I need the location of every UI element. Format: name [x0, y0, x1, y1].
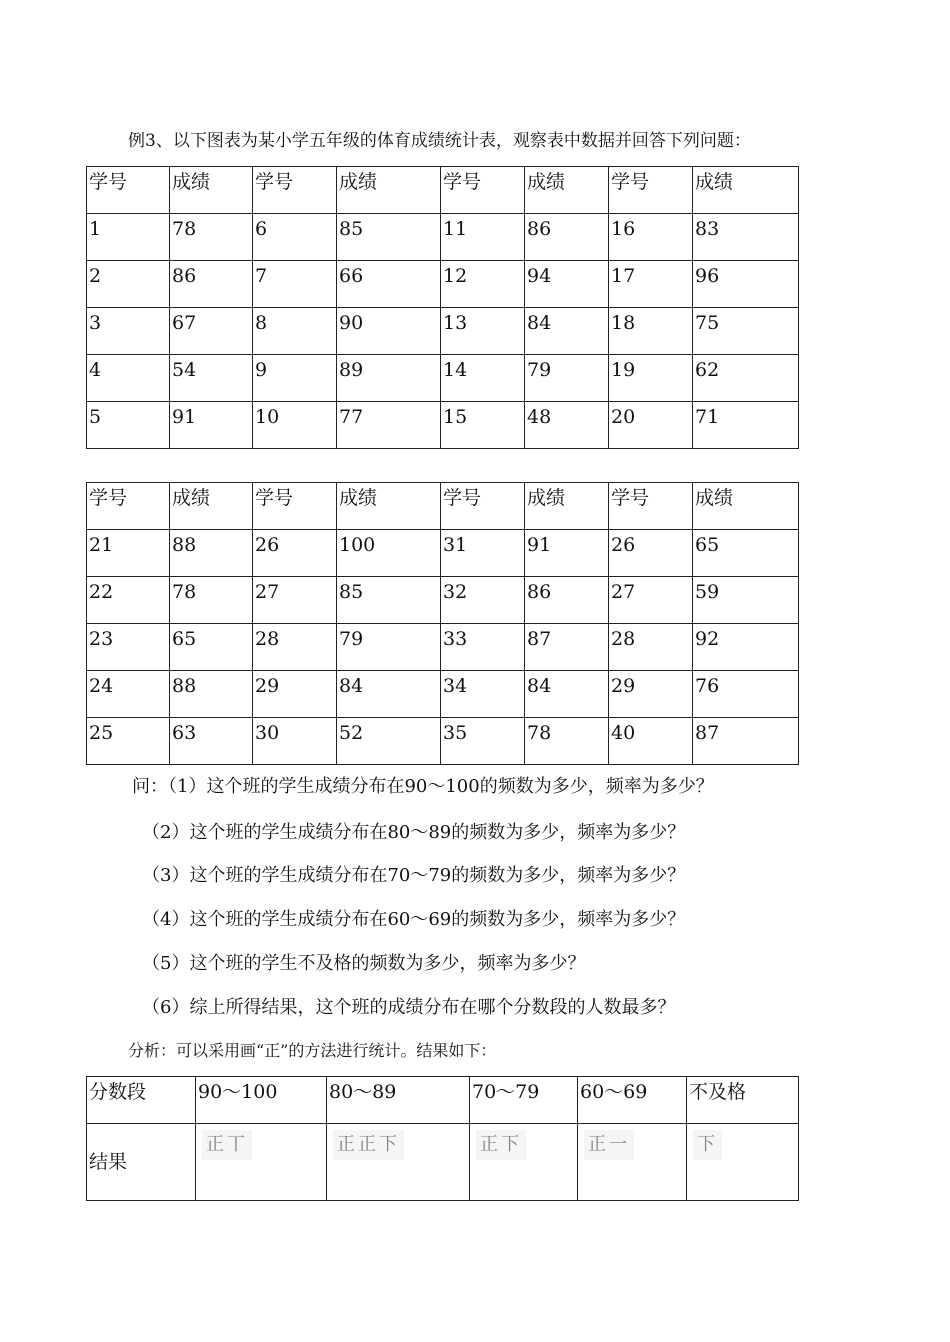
table-cell: 2 — [87, 261, 170, 308]
table-cell: 89 — [337, 355, 441, 402]
table-cell: 28 — [253, 624, 337, 671]
score-range-label: 分数段 — [87, 1077, 196, 1124]
tally-cell — [196, 1124, 327, 1201]
question-2: （2）这个班的学生成绩分布在80～89的频数为多少，频率为多少？ — [142, 822, 686, 843]
header-cell: 学号 — [253, 483, 337, 530]
table-cell: 86 — [525, 577, 609, 624]
table-cell: 29 — [253, 671, 337, 718]
table-header-row — [87, 483, 799, 530]
table-cell: 27 — [253, 577, 337, 624]
table-cell: 65 — [693, 530, 799, 577]
table-cell: 66 — [337, 261, 441, 308]
table-cell: 84 — [337, 671, 441, 718]
table-cell: 27 — [609, 577, 693, 624]
table-cell: 26 — [609, 530, 693, 577]
table-cell: 22 — [87, 577, 170, 624]
tally-cell — [470, 1124, 578, 1201]
table-cell: 20 — [609, 402, 693, 449]
question-3: （3）这个班的学生成绩分布在70～79的频数为多少，频率为多少？ — [142, 865, 686, 886]
header-cell: 成绩 — [525, 167, 609, 214]
header-cell: 成绩 — [170, 483, 253, 530]
table-cell: 25 — [87, 718, 170, 765]
table-cell: 79 — [525, 355, 609, 402]
tally-result-table — [86, 1076, 799, 1201]
table-cell: 94 — [525, 261, 609, 308]
table-cell: 62 — [693, 355, 799, 402]
tally-90-100: 正丅 — [202, 1130, 252, 1160]
table-row — [87, 530, 799, 577]
intro-text: 例3、以下图表为某小学五年级的体育成绩统计表，观察表中数据并回答下列问题： — [128, 131, 751, 151]
table-cell: 5 — [87, 402, 170, 449]
table-header-row — [87, 1077, 799, 1124]
table-row — [87, 1124, 799, 1201]
table-cell: 21 — [87, 530, 170, 577]
analysis-text: 分析：可以采用画“正”的方法进行统计。结果如下： — [128, 1041, 497, 1060]
table-cell: 85 — [337, 214, 441, 261]
tally-fail: 下 — [693, 1130, 722, 1160]
table-cell: 92 — [693, 624, 799, 671]
table-cell: 18 — [609, 308, 693, 355]
question-1: 问：（1）这个班的学生成绩分布在90～100的频数为多少，频率为多少？ — [132, 776, 714, 797]
question-5: （5）这个班的学生不及格的频数为多少，频率为多少？ — [142, 953, 586, 974]
tally-cell — [327, 1124, 470, 1201]
table-row — [87, 308, 799, 355]
range-fail: 不及格 — [687, 1077, 799, 1124]
range-70-79: 70～79 — [470, 1077, 578, 1124]
header-cell: 学号 — [609, 167, 693, 214]
table-cell: 71 — [693, 402, 799, 449]
table-cell: 78 — [170, 577, 253, 624]
table-cell: 84 — [525, 308, 609, 355]
table-cell: 17 — [609, 261, 693, 308]
table-row — [87, 402, 799, 449]
range-60-69: 60～69 — [578, 1077, 687, 1124]
table-cell: 91 — [525, 530, 609, 577]
header-cell: 成绩 — [693, 483, 799, 530]
table-cell: 10 — [253, 402, 337, 449]
header-cell: 学号 — [609, 483, 693, 530]
table-cell: 84 — [525, 671, 609, 718]
table-cell: 100 — [337, 530, 441, 577]
table-cell: 23 — [87, 624, 170, 671]
tally-60-69: 正一 — [584, 1130, 634, 1160]
table-cell: 52 — [337, 718, 441, 765]
header-cell: 成绩 — [337, 483, 441, 530]
table-cell: 9 — [253, 355, 337, 402]
table-cell: 11 — [441, 214, 525, 261]
question-6: （6）综上所得结果，这个班的成绩分布在哪个分数段的人数最多？ — [142, 997, 676, 1018]
tally-cell — [687, 1124, 799, 1201]
table-cell: 86 — [170, 261, 253, 308]
header-cell: 学号 — [253, 167, 337, 214]
table-cell: 88 — [170, 671, 253, 718]
table-row — [87, 718, 799, 765]
score-table-1 — [86, 166, 799, 449]
table-cell: 91 — [170, 402, 253, 449]
table-cell: 83 — [693, 214, 799, 261]
range-80-89: 80～89 — [327, 1077, 470, 1124]
table-cell: 76 — [693, 671, 799, 718]
table-cell: 19 — [609, 355, 693, 402]
table-row — [87, 214, 799, 261]
table-cell: 86 — [525, 214, 609, 261]
table-cell: 79 — [337, 624, 441, 671]
table-cell: 65 — [170, 624, 253, 671]
table-cell: 78 — [525, 718, 609, 765]
table-cell: 28 — [609, 624, 693, 671]
table-cell: 14 — [441, 355, 525, 402]
table-cell: 6 — [253, 214, 337, 261]
table-cell: 63 — [170, 718, 253, 765]
table-cell: 48 — [525, 402, 609, 449]
table-cell: 40 — [609, 718, 693, 765]
table-cell: 15 — [441, 402, 525, 449]
table-cell: 85 — [337, 577, 441, 624]
header-cell: 成绩 — [525, 483, 609, 530]
header-cell: 学号 — [87, 483, 170, 530]
header-cell: 学号 — [441, 167, 525, 214]
table-cell: 13 — [441, 308, 525, 355]
range-90-100: 90～100 — [196, 1077, 327, 1124]
table-cell: 35 — [441, 718, 525, 765]
result-label: 结果 — [87, 1124, 196, 1201]
header-cell: 成绩 — [337, 167, 441, 214]
table-cell: 33 — [441, 624, 525, 671]
table-cell: 7 — [253, 261, 337, 308]
table-cell: 12 — [441, 261, 525, 308]
header-cell: 成绩 — [170, 167, 253, 214]
header-cell: 学号 — [441, 483, 525, 530]
table-header-row — [87, 167, 799, 214]
table-row — [87, 261, 799, 308]
table-cell: 96 — [693, 261, 799, 308]
table-cell: 26 — [253, 530, 337, 577]
table-cell: 34 — [441, 671, 525, 718]
table-cell: 8 — [253, 308, 337, 355]
tally-cell — [578, 1124, 687, 1201]
score-table-2 — [86, 482, 799, 765]
table-cell: 87 — [525, 624, 609, 671]
table-cell: 88 — [170, 530, 253, 577]
table-cell: 67 — [170, 308, 253, 355]
header-cell: 成绩 — [693, 167, 799, 214]
table-cell: 54 — [170, 355, 253, 402]
table-cell: 24 — [87, 671, 170, 718]
table-cell: 59 — [693, 577, 799, 624]
table-cell: 3 — [87, 308, 170, 355]
table-cell: 4 — [87, 355, 170, 402]
table-row — [87, 577, 799, 624]
table-cell: 30 — [253, 718, 337, 765]
table-cell: 78 — [170, 214, 253, 261]
table-row — [87, 624, 799, 671]
tally-70-79: 正下 — [476, 1130, 526, 1160]
table-cell: 75 — [693, 308, 799, 355]
header-cell: 学号 — [87, 167, 170, 214]
tally-80-89: 正正下 — [333, 1130, 404, 1160]
table-cell: 90 — [337, 308, 441, 355]
table-cell: 32 — [441, 577, 525, 624]
table-cell: 87 — [693, 718, 799, 765]
table-cell: 31 — [441, 530, 525, 577]
question-4: （4）这个班的学生成绩分布在60～69的频数为多少，频率为多少？ — [142, 909, 686, 930]
table-row — [87, 355, 799, 402]
table-cell: 29 — [609, 671, 693, 718]
table-cell: 77 — [337, 402, 441, 449]
table-row — [87, 671, 799, 718]
table-cell: 1 — [87, 214, 170, 261]
table-cell: 16 — [609, 214, 693, 261]
